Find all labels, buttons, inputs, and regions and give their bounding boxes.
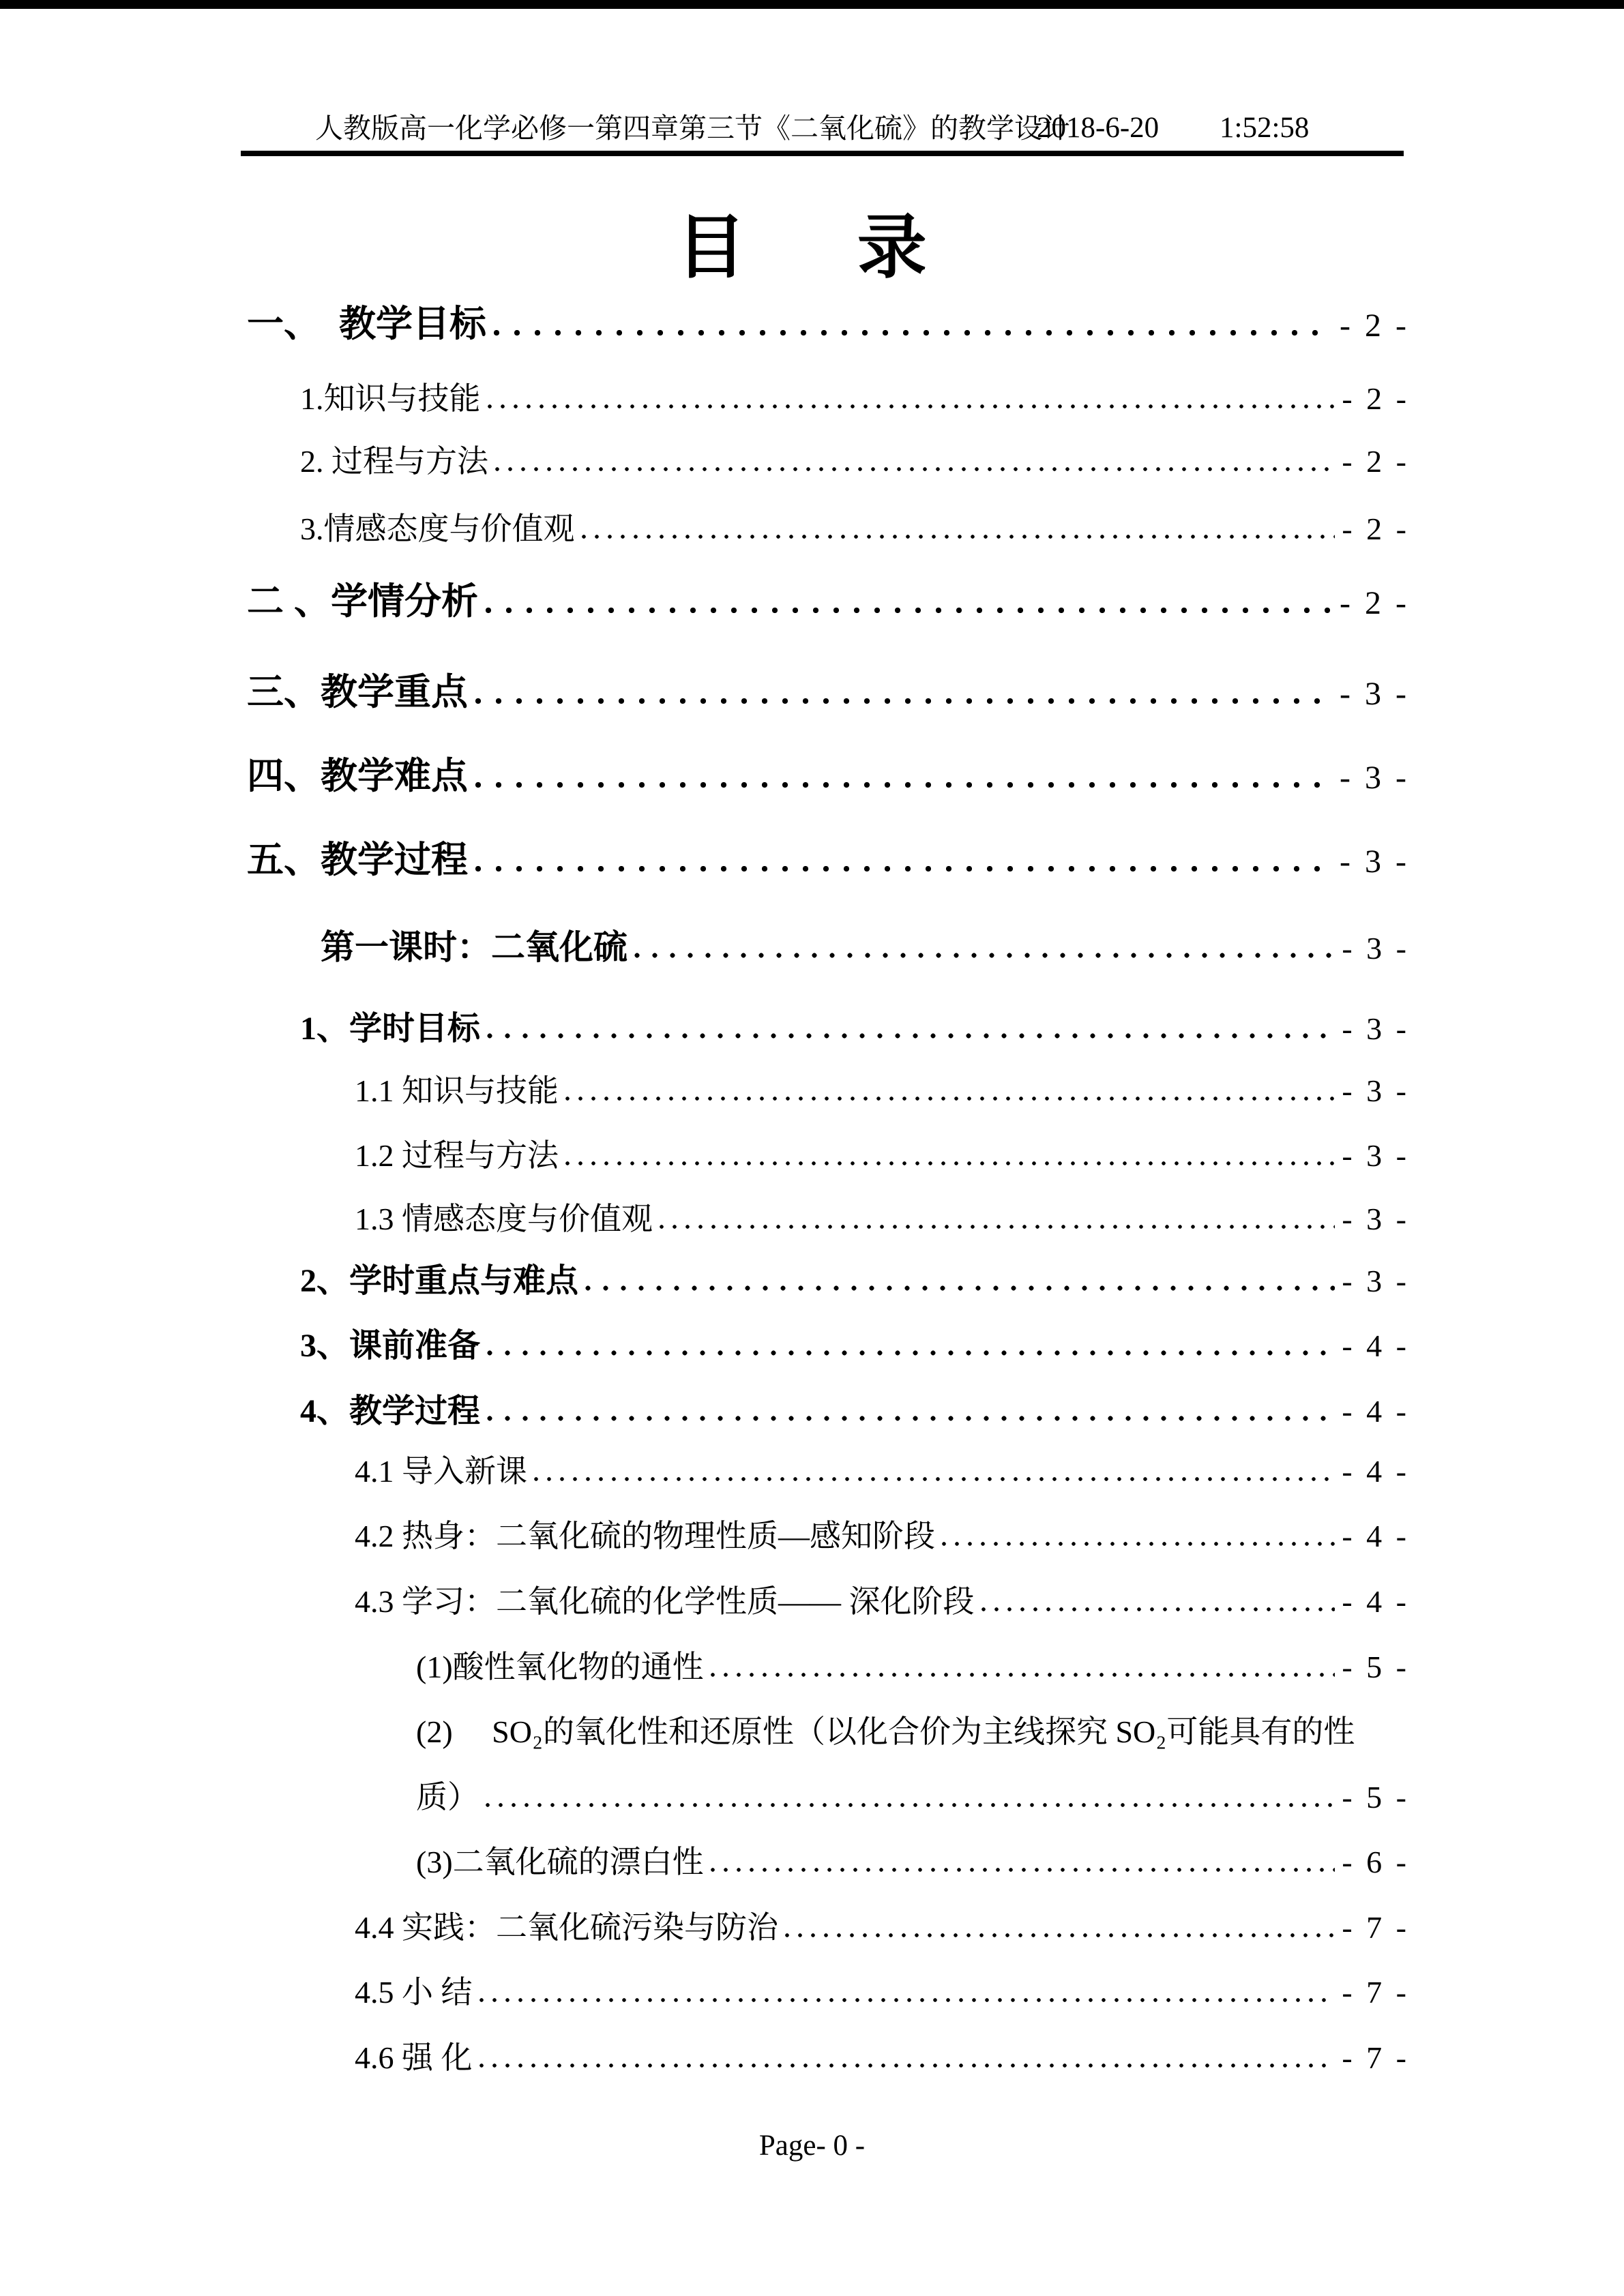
toc-entry-label: 四、教学难点 <box>247 756 468 796</box>
toc-entry[interactable] <box>416 1847 1406 1878</box>
toc-entry-page: - 7 - <box>1342 1975 1406 2010</box>
toc-entry-page: - 2 - <box>1340 308 1406 344</box>
toc-entry[interactable] <box>355 2042 1406 2074</box>
toc-entry[interactable] <box>355 1977 1406 2008</box>
dot-leader <box>487 1031 1335 1039</box>
dot-leader <box>475 863 1333 872</box>
toc-entry[interactable] <box>247 758 1406 794</box>
toc-entry-page: - 4 - <box>1342 1519 1406 1553</box>
toc-entry[interactable] <box>355 1912 1406 1943</box>
toc-entry-page: - 7 - <box>1342 2040 1406 2075</box>
toc-entry-label: 4.2 热身：二氧化硫的物理性质—感知阶段 <box>355 1519 935 1553</box>
toc-entry-label: 1.1 知识与技能 <box>355 1073 559 1108</box>
toc-entry-page: - 3 - <box>1342 1202 1406 1236</box>
toc-entry[interactable] <box>355 1456 1406 1487</box>
toc-entry-label: 4、教学过程 <box>300 1393 481 1429</box>
toc-entry[interactable] <box>300 383 1406 415</box>
dot-leader <box>488 402 1335 409</box>
toc-entry-label: 1.知识与技能 <box>300 381 481 416</box>
dot-leader <box>487 1414 1335 1422</box>
toc-entry-label: 二 、学情分析 <box>247 581 479 622</box>
toc-entry-label: 4.1 导入新课 <box>355 1454 527 1489</box>
header-rule <box>241 151 1404 156</box>
toc-entry[interactable] <box>247 841 1406 878</box>
toc-entry-page: - 3 - <box>1342 1264 1406 1298</box>
toc-entry[interactable] <box>247 583 1406 620</box>
toc-entry-label: 质） <box>416 1780 479 1815</box>
toc-entry[interactable] <box>300 1265 1406 1298</box>
toc-entry[interactable] <box>247 674 1406 711</box>
dot-leader <box>479 1996 1335 2003</box>
toc-entry-page: - 6 - <box>1342 1845 1406 1879</box>
dot-leader <box>479 2061 1335 2068</box>
dot-leader <box>634 951 1335 959</box>
toc-entry-page: - 3 - <box>1342 1073 1406 1108</box>
page-footer: Page- 0 - <box>758 2130 866 2162</box>
toc-entry-label: 1、学时目标 <box>300 1011 481 1047</box>
dot-leader <box>534 1475 1335 1482</box>
toc-entry-label: 3.情感态度与价值观 <box>300 511 575 546</box>
toc-entry[interactable] <box>247 305 1406 342</box>
toc-entry-label: 1.2 过程与方法 <box>355 1138 559 1173</box>
toc-entry-label: 一、 教学目标 <box>247 303 486 344</box>
toc-entry-label: 2. 过程与方法 <box>300 444 488 479</box>
dot-leader <box>495 465 1335 472</box>
dot-leader <box>711 1671 1335 1678</box>
dot-leader <box>711 1866 1335 1873</box>
toc-entry-page: - 2 - <box>1340 585 1406 621</box>
toc-entry-label: 五、教学过程 <box>247 839 468 880</box>
toc-entry[interactable] <box>416 1716 1406 1748</box>
toc-entry-page: - 5 - <box>1342 1780 1406 1815</box>
dot-leader <box>565 1159 1335 1166</box>
toc-entry-label: (1)酸性氧化物的通性 <box>416 1650 704 1684</box>
dot-leader <box>565 1094 1335 1101</box>
toc-title: 目 录 <box>676 209 948 286</box>
toc-entry-label: 4.5 小 结 <box>355 1975 473 2010</box>
dot-leader <box>485 605 1333 614</box>
toc-entry[interactable] <box>300 1013 1406 1045</box>
toc-entry-page: - 3 - <box>1340 676 1406 712</box>
dot-leader <box>475 779 1333 788</box>
toc-entry-page: - 4 - <box>1342 1454 1406 1489</box>
header-title: 人教版高一化学必修一第四章第三节《二氧化硫》的教学设计 <box>315 113 1070 144</box>
toc-entry-page: - 3 - <box>1342 1011 1406 1046</box>
toc-entry-label: 4.3 学习：二氧化硫的化学性质—— 深化阶段 <box>355 1584 975 1619</box>
dot-leader <box>785 1931 1335 1938</box>
dot-leader <box>660 1223 1335 1229</box>
toc-entry-label: (2) SO₂的氧化性和还原性（以化合价为主线探究 SO₂可能具有的性 <box>416 1714 1355 1749</box>
toc-entry[interactable] <box>300 1395 1406 1428</box>
toc-entry[interactable] <box>355 1204 1406 1235</box>
dot-leader <box>585 1283 1335 1292</box>
toc-entry[interactable] <box>300 513 1406 545</box>
toc-entry-page: - 3 - <box>1340 760 1406 796</box>
toc-entry-label: (3)二氧化硫的漂白性 <box>416 1845 704 1879</box>
toc-entry-page: - 3 - <box>1340 844 1406 880</box>
dot-leader <box>942 1540 1335 1547</box>
toc-entry[interactable] <box>355 1075 1406 1107</box>
header-time: 1:52:58 <box>1220 112 1310 144</box>
toc-entry-page: - 2 - <box>1342 511 1406 546</box>
toc-entry-page: - 7 - <box>1342 1910 1406 1945</box>
toc-entry-label: 3、课前准备 <box>300 1328 481 1364</box>
dot-leader <box>981 1605 1335 1612</box>
toc-entry-label: 1.3 情感态度与价值观 <box>355 1202 653 1236</box>
header-date: 2018-6-20 <box>1037 112 1160 144</box>
toc-entry[interactable] <box>321 930 1406 964</box>
toc-entry-label: 第一课时：二氧化硫 <box>321 928 628 966</box>
toc-entry-label: 三、教学重点 <box>247 672 468 713</box>
toc-entry[interactable] <box>355 1521 1406 1552</box>
top-border <box>0 0 1624 9</box>
toc-entry-page: - 2 - <box>1342 444 1406 479</box>
toc-entry[interactable] <box>416 1782 1406 1813</box>
dot-leader <box>486 1801 1335 1808</box>
toc-entry-label: 4.4 实践：二氧化硫污染与防治 <box>355 1910 778 1945</box>
toc-entry-page: - 4 - <box>1342 1584 1406 1619</box>
dot-leader <box>475 696 1333 704</box>
toc-entry[interactable] <box>300 446 1406 477</box>
toc-entry-page: - 3 - <box>1342 1138 1406 1173</box>
toc-entry-page: - 3 - <box>1342 931 1406 966</box>
toc-entry[interactable] <box>355 1586 1406 1617</box>
dot-leader <box>493 327 1333 336</box>
dot-leader <box>487 1348 1335 1356</box>
toc-entry[interactable] <box>355 1140 1406 1172</box>
toc-entry-page: - 4 - <box>1342 1394 1406 1429</box>
toc-entry-page: - 4 - <box>1342 1328 1406 1363</box>
toc-entry[interactable] <box>300 1330 1406 1362</box>
toc-entry[interactable] <box>416 1652 1406 1683</box>
toc-entry-label: 4.6 强 化 <box>355 2040 473 2075</box>
toc-entry-page: - 2 - <box>1342 381 1406 416</box>
toc-entry-label: 2、学时重点与难点 <box>300 1263 579 1299</box>
dot-leader <box>582 533 1335 539</box>
toc-entry-page: - 5 - <box>1342 1650 1406 1684</box>
